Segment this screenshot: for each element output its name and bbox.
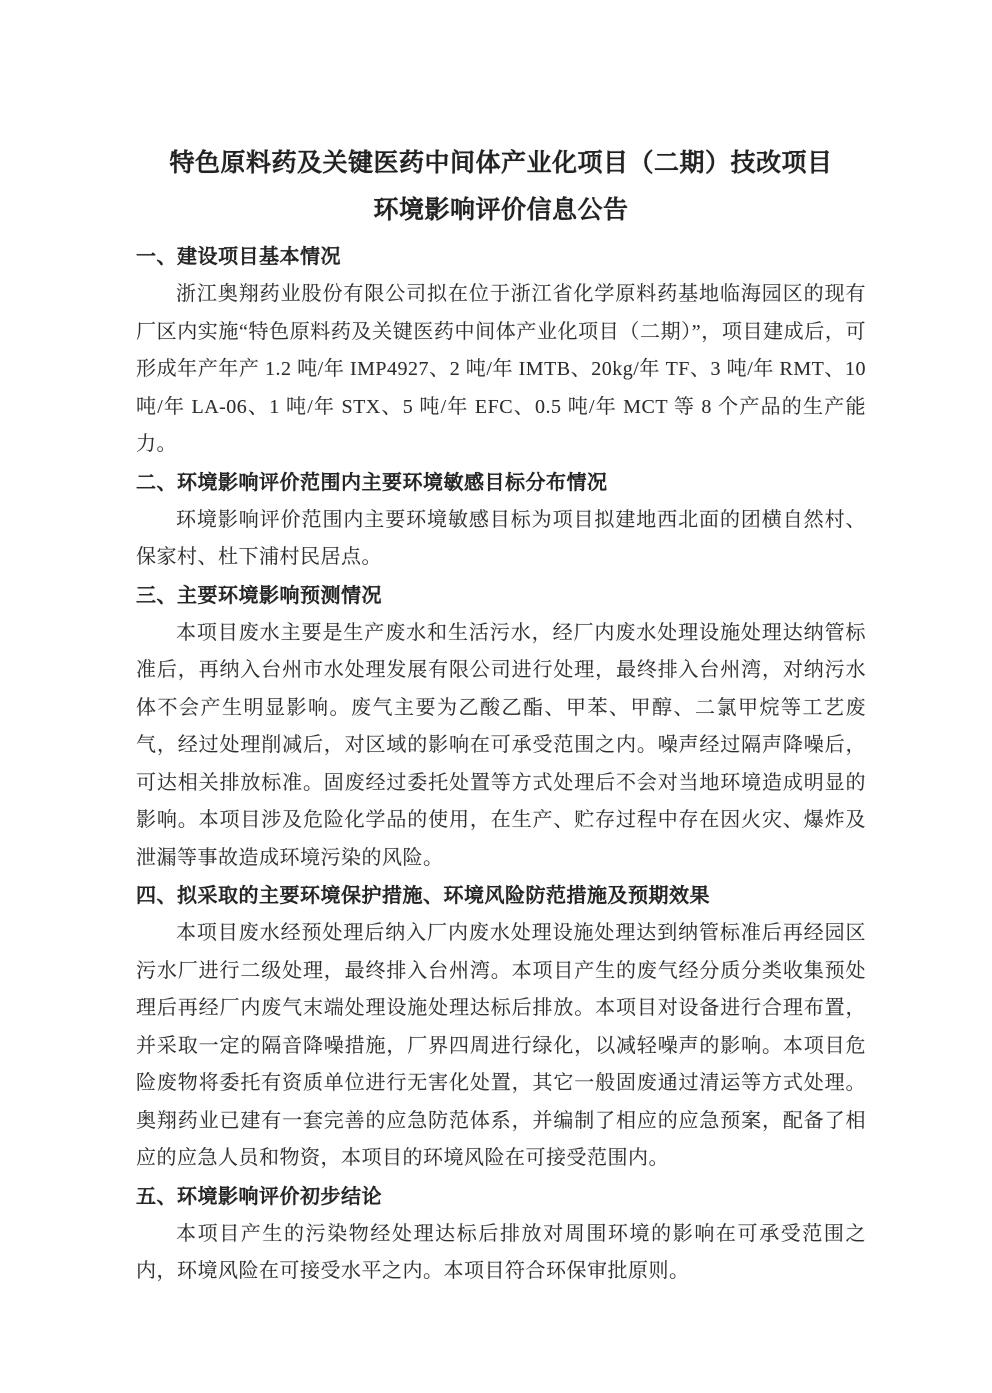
section-heading: 三、主要环境影响预测情况 bbox=[136, 584, 382, 607]
paragraph: 本项目废水主要是生产废水和生活污水，经厂内废水处理设施处理达纳管标准后，再纳入台州市水处理发展有限公司进行处理，最终排入台州湾，对纳污水体不会产生明显影响。废气主要为乙酸乙酯、甲苯、甲醇、二氯甲烷等工艺废气，经过处理削减后，对区域的影响在可承受范围之内。噪声经过隔声降噪后，可达相关排放标准。固废经过委托处置等方式处理后不会对当地环境造成明显的影响。本项目涉及危险化学品的使用，在生产、贮存过程中存在因火灾、爆炸及泄漏等事故造成环境污染的风险。 bbox=[136, 621, 866, 869]
section-heading: 五、环境影响评价初步结论 bbox=[136, 1185, 382, 1208]
section-heading: 二、环境影响评价范围内主要环境敏感目标分布情况 bbox=[136, 471, 608, 494]
document-title-line2: 环境影响评价信息公告 bbox=[373, 196, 629, 224]
document-section bbox=[136, 464, 866, 577]
document-section bbox=[136, 877, 866, 1178]
document-section bbox=[136, 1178, 866, 1291]
paragraph: 本项目废水经预处理后纳入厂内废水处理设施处理达到纳管标准后再经园区污水厂进行二级处理，最终排入台州湾。本项目产生的废气经分质分类收集预处理后再经厂内废气末端处理设施处理达标后排放。本项目对设备进行合理布置，并采取一定的隔音降噪措施，厂界四周进行绿化，以减轻噪声的影响。本项目危险废物将委托有资质单位进行无害化处置，其它一般固废通过清运等方式处理。奥翔药业已建有一套完善的应急防范体系，并编制了相应的应急预案，配备了相应的应急人员和物资，本项目的环境风险在可接受范围内。 bbox=[136, 922, 866, 1169]
document-section bbox=[136, 238, 866, 464]
sections-container bbox=[136, 238, 866, 1291]
paragraph: 浙江奥翔药业股份有限公司拟在位于浙江省化学原料药基地临海园区的现有厂区内实施“特色原料药及关键医药中间体产业化项目（二期）”，项目建成后，可形成年产年产 1.2 吨/年 IMP4927、2 吨/年 IMTB、20kg/年 TF、3 吨/年 RMT、10 吨/年 LA-06、1 吨/年 STX、5 吨/年 EFC、0.5 吨/年 MCT 等 8 个产品的生产能力。 bbox=[136, 283, 866, 455]
section-heading: 一、建设项目基本情况 bbox=[136, 246, 341, 268]
paragraph: 本项目产生的污染物经处理达标后排放对周围环境的影响在可承受范围之内，环境风险在可接受水平之内。本项目符合环保审批原则。 bbox=[136, 1222, 866, 1282]
section-heading: 四、拟采取的主要环境保护措施、环境风险防范措施及预期效果 bbox=[136, 885, 710, 907]
document-title-line1: 特色原料药及关键医药中间体产业化项目（二期）技改项目 bbox=[169, 149, 833, 177]
document-section bbox=[136, 577, 866, 878]
paragraph: 环境影响评价范围内主要环境敏感目标为项目拟建地西北面的团横自然村、保家村、杜下浦村民居点。 bbox=[136, 508, 866, 568]
